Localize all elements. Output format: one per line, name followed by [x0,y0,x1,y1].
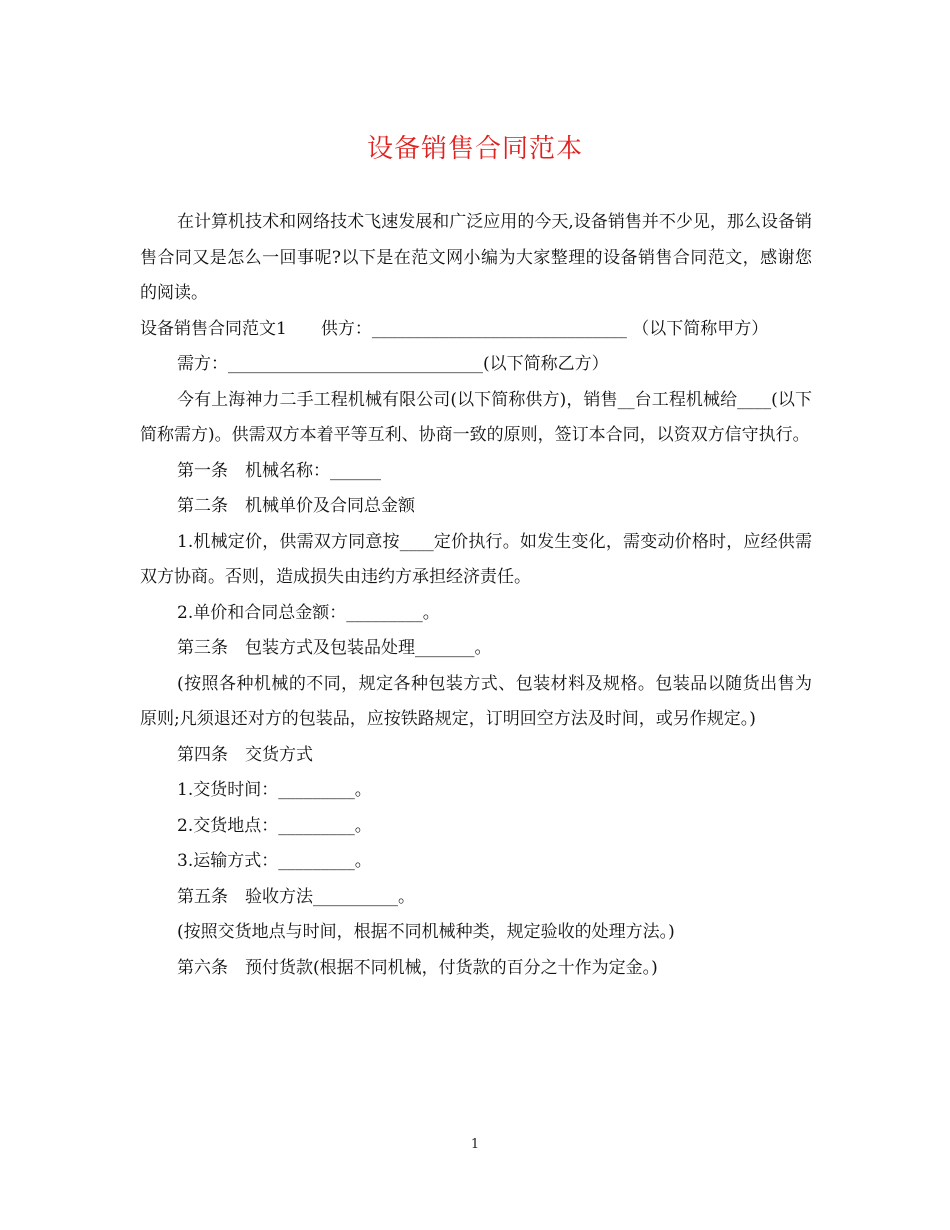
intro-paragraph: 在计算机技术和网络技术飞速发展和广泛应用的今天,设备销售并不少见，那么设备销售合同又是怎么一回事呢?以下是在范文网小编为大家整理的设备销售合同范文，感谢您的阅读。 [140,212,812,303]
article-1: 第一条 机械名称：______ [177,460,381,481]
article-2-item-2: 2.单价和合同总金额：_________。 [177,602,440,623]
article-4-heading: 第四条 交货方式 [177,744,313,765]
article-5-heading: 第五条 验收方法__________。 [177,886,415,907]
article-2-heading: 第二条 机械单价及合同总金额 [177,496,415,516]
document-body [140,205,812,986]
buyer-line: 需方：______________________________(以下简称乙方） [177,354,609,374]
article-4-item-3: 3.运输方式：_________。 [177,851,372,871]
page-title: 设备销售合同范本 [366,134,583,164]
page-number: 1 [470,1137,480,1152]
article-4-item-2: 2.交货地点：_________。 [177,815,372,836]
article-5-note: (按照交货地点与时间，根据不同机械种类，规定验收的处理方法。) [177,922,675,942]
article-3-note: (按照各种机械的不同，规定各种包装方式、包装材料及规格。包装品以随货出售为原则;凡须退还对方的包装品，应按铁路规定，订明回空方法及时间，或另作规定。) [140,673,812,729]
contract-heading-supplier-line: 设备销售合同范文1 供方：______________________________ （以下简称甲方） [140,318,769,339]
preamble-paragraph: 今有上海神力二手工程机械有限公司(以下简称供方)，销售__台工程机械给____(以下简称需方)。供需双方本着平等互利、协商一致的原则，签订本合同，以资双方信守执行。 [140,389,812,445]
article-3-heading: 第三条 包装方式及包装品处理_______。 [177,638,492,658]
article-4-item-1: 1.交货时间：_________。 [177,780,372,800]
article-6-heading: 第六条 预付货款(根据不同机械，付货款的百分之十作为定金。) [177,957,658,978]
article-2-item-1: 1.机械定价，供需双方同意按____定价执行。如发生变化，需变动价格时，应经供需双方协商。否则，造成损失由违约方承担经济责任。 [140,531,812,587]
